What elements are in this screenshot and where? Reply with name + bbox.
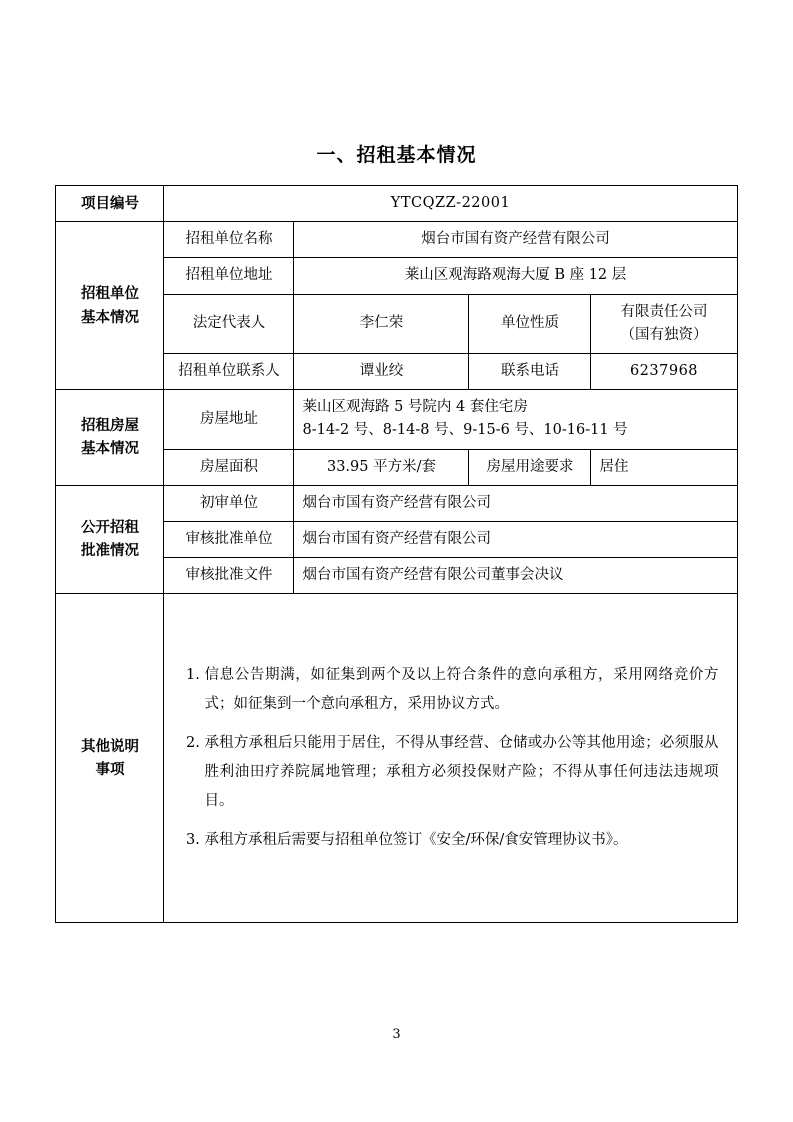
table-row-notes (56, 594, 737, 923)
rental-info-table (55, 185, 737, 923)
project-code-value: YTCQZZ-22001 (164, 186, 737, 222)
notes-list (178, 661, 718, 855)
landlord-section-label-line2: 基本情况 (80, 308, 139, 326)
contact-label: 招租单位联系人 (164, 353, 294, 389)
house-section-label-line1: 招租房屋 (80, 417, 139, 435)
landlord-address-value: 莱山区观海路观海大厦 B 座 12 层 (294, 258, 737, 294)
house-address-line1: 莱山区观海路 5 号院内 4 套住宅房 (302, 399, 528, 416)
notes-list-item: 2. 承租方承租后只能用于居住，不得从事经营、仓储或办公等其他用途；必须服从胜利油田疗养院属地管理；承租方必须投保财产险；不得从事任何违法违规项目。 (204, 729, 718, 816)
house-usage-label: 房屋用途要求 (469, 449, 591, 485)
table-row-landlord-name (56, 222, 737, 258)
house-address-label: 房屋地址 (164, 390, 294, 449)
house-area-label: 房屋面积 (164, 449, 294, 485)
first-review-value: 烟台市国有资产经营有限公司 (294, 485, 737, 521)
unit-type-value-line2: （国有独资） (620, 326, 708, 343)
notes-content (164, 594, 737, 923)
landlord-address-label: 招租单位地址 (164, 258, 294, 294)
notes-section-label-line2: 事项 (95, 761, 125, 779)
approval-section-label-line2: 批准情况 (80, 542, 139, 560)
unit-type-value (591, 294, 737, 353)
page-title: 一、招租基本情况 (316, 144, 477, 166)
landlord-name-label: 招租单位名称 (164, 222, 294, 258)
house-address-line2: 8-14-2 号、8-14-8 号、9-15-6 号、10-16-11 号 (302, 422, 628, 439)
project-code-label: 项目编号 (56, 186, 164, 222)
approval-doc-value: 烟台市国有资产经营有限公司董事会决议 (294, 558, 737, 594)
table-row-first-review (56, 485, 737, 521)
house-usage-value: 居住 (591, 449, 737, 485)
approval-section-label (56, 485, 164, 594)
approval-unit-value: 烟台市国有资产经营有限公司 (294, 521, 737, 557)
approval-section-label-line1: 公开招租 (80, 519, 139, 537)
approval-doc-label: 审核批准文件 (164, 558, 294, 594)
house-address-value (294, 390, 737, 449)
landlord-name-value: 烟台市国有资产经营有限公司 (294, 222, 737, 258)
phone-label: 联系电话 (469, 353, 591, 389)
house-section-label (56, 390, 164, 486)
landlord-section-label (56, 222, 164, 390)
table-row-house-address (56, 390, 737, 449)
legal-rep-label: 法定代表人 (164, 294, 294, 353)
notes-list-item: 3. 承租方承租后需要与招租单位签订《安全/环保/食安管理协议书》。 (204, 826, 718, 855)
notes-section-label-line1: 其他说明 (80, 738, 139, 756)
unit-type-label: 单位性质 (469, 294, 591, 353)
contact-value: 谭业绞 (294, 353, 469, 389)
page-number: 3 (392, 1027, 401, 1042)
notes-section-label (56, 594, 164, 923)
table-row-project-code (56, 186, 737, 222)
unit-type-value-line1: 有限责任公司 (620, 303, 708, 320)
house-section-label-line2: 基本情况 (80, 440, 139, 458)
house-area-value: 33.95 平方米/套 (294, 449, 469, 485)
landlord-section-label-line1: 招租单位 (80, 285, 139, 303)
first-review-label: 初审单位 (164, 485, 294, 521)
approval-unit-label: 审核批准单位 (164, 521, 294, 557)
phone-value: 6237968 (591, 353, 737, 389)
legal-rep-value: 李仁荣 (294, 294, 469, 353)
notes-list-item: 1. 信息公告期满，如征集到两个及以上符合条件的意向承租方，采用网络竞价方式；如征集到一个意向承租方，采用协议方式。 (204, 661, 718, 719)
